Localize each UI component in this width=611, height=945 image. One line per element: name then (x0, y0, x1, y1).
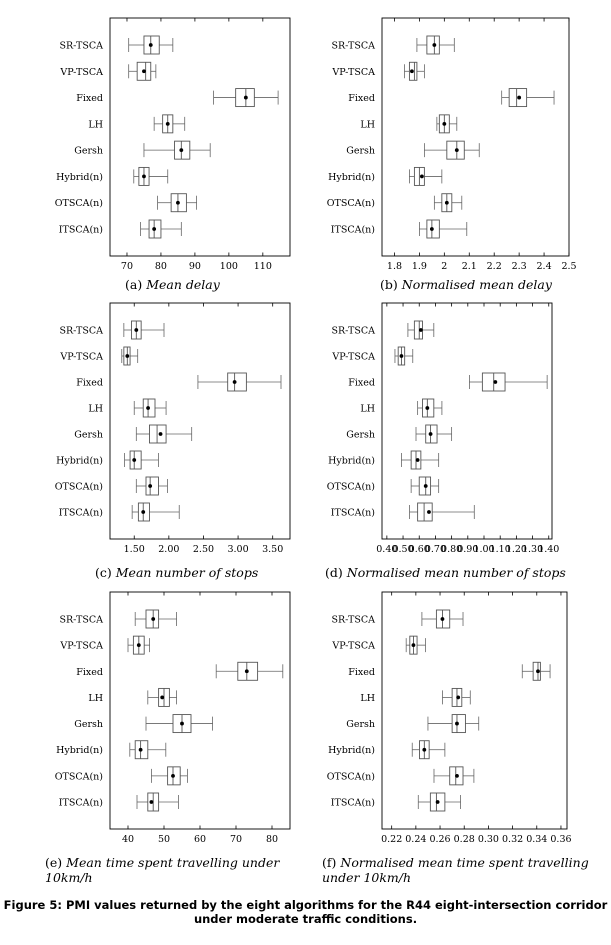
category-label: OTSCA(n) (54, 481, 103, 493)
x-tick-label: 110 (253, 261, 272, 272)
x-tick-label: 0.50 (392, 544, 414, 555)
mean-marker (416, 458, 420, 462)
mean-marker (455, 722, 459, 726)
plot-frame (382, 592, 567, 829)
panel-caption-text-c: Mean number of stops (115, 565, 259, 580)
mean-marker (233, 380, 237, 384)
category-label: Hybrid(n) (56, 171, 103, 183)
boxplot-panel-5 (55, 592, 290, 845)
category-label: Hybrid(n) (328, 171, 375, 183)
panel-caption-d (325, 565, 610, 580)
mean-marker (132, 458, 136, 462)
figure-caption: Figure 5: PMI values returned by the eight algorithms for the R44 eight-intersection corridor under moderate traffic conditions. (3, 898, 608, 926)
mean-marker (176, 201, 180, 205)
category-label: Gersh (74, 429, 103, 441)
category-label: Fixed (348, 377, 375, 389)
x-tick-label: 70 (120, 261, 134, 272)
x-tick-label: 0.26 (429, 834, 451, 845)
x-tick-label: 2.5 (561, 261, 577, 272)
mean-marker (148, 484, 152, 488)
mean-marker (441, 617, 445, 621)
x-tick-label: 0.90 (457, 544, 479, 555)
x-tick-label: 2.3 (511, 261, 527, 272)
iqr-box (146, 477, 158, 495)
x-tick-label: 2.4 (536, 261, 552, 272)
category-label: VP-TSCA (60, 351, 103, 363)
mean-marker (429, 432, 433, 436)
category-label: Fixed (76, 377, 103, 389)
category-label: Fixed (348, 93, 375, 105)
category-label: SR-TSCA (59, 325, 103, 337)
plot-frame (110, 18, 290, 256)
boxplot-panel-2 (327, 18, 577, 272)
x-tick-label: 1.10 (489, 544, 511, 555)
plot-frame (382, 18, 569, 256)
mean-marker (456, 696, 460, 700)
panel-caption-a (125, 277, 305, 292)
x-tick-label: 1.20 (505, 544, 527, 555)
mean-marker (412, 643, 416, 647)
x-tick-label: 3.50 (262, 544, 284, 555)
boxplot-panel-3 (55, 303, 290, 555)
category-label: Fixed (76, 93, 103, 105)
mean-marker (419, 328, 423, 332)
x-tick-label: 0.34 (526, 834, 548, 845)
iqr-box (228, 373, 247, 391)
mean-marker (160, 696, 164, 700)
x-tick-label: 50 (157, 834, 171, 845)
category-label: Hybrid(n) (328, 745, 375, 757)
category-label: LH (360, 403, 375, 415)
mean-marker (245, 669, 249, 673)
category-label: SR-TSCA (59, 614, 103, 626)
category-label: VP-TSCA (332, 351, 375, 363)
mean-marker (180, 722, 184, 726)
mean-marker (422, 748, 426, 752)
boxplot-panel-1 (55, 18, 290, 272)
mean-marker (424, 484, 428, 488)
panel-label-d: (d) (325, 565, 343, 580)
category-label: LH (360, 692, 375, 704)
mean-marker (166, 122, 170, 126)
mean-marker (151, 617, 155, 621)
category-label: OTSCA(n) (54, 198, 103, 210)
category-label: Gersh (74, 719, 103, 731)
mean-marker (455, 148, 459, 152)
x-tick-label: 1.40 (538, 544, 560, 555)
category-label: Gersh (346, 145, 375, 157)
category-label: Gersh (74, 145, 103, 157)
x-tick-label: 0.40 (376, 544, 398, 555)
mean-marker (142, 69, 146, 73)
category-label: Gersh (346, 719, 375, 731)
mean-marker (425, 406, 429, 410)
panel-caption-e (45, 855, 305, 885)
category-label: OTSCA(n) (326, 198, 375, 210)
mean-marker (436, 800, 440, 804)
mean-marker (442, 122, 446, 126)
category-label: LH (360, 119, 375, 131)
category-label: LH (88, 119, 103, 131)
x-tick-label: 2.1 (461, 261, 477, 272)
category-label: ITSCA(n) (330, 797, 375, 809)
category-label: Gersh (346, 429, 375, 441)
x-tick-label: 2.50 (192, 544, 215, 555)
category-label: SR-TSCA (331, 40, 375, 52)
category-label: VP-TSCA (332, 640, 375, 652)
category-label: OTSCA(n) (326, 771, 375, 783)
panel-label-c: (c) (95, 565, 112, 580)
x-tick-label: 0.60 (408, 544, 430, 555)
category-label: LH (88, 692, 103, 704)
mean-marker (149, 43, 153, 47)
mean-marker (244, 96, 248, 100)
plot-frame (110, 592, 290, 829)
boxplot-panel-6 (327, 592, 572, 845)
x-tick-label: 3.00 (227, 544, 249, 555)
category-label: SR-TSCA (331, 614, 375, 626)
mean-marker (159, 432, 163, 436)
mean-marker (146, 406, 150, 410)
category-label: SR-TSCA (59, 40, 103, 52)
category-label: Fixed (348, 666, 375, 678)
x-tick-label: 0.32 (502, 834, 524, 845)
x-tick-label: 1.8 (386, 261, 403, 272)
mean-marker (517, 96, 521, 100)
panel-caption-text-b: Normalised mean delay (401, 277, 552, 292)
x-tick-label: 0.24 (405, 834, 427, 845)
category-label: Hybrid(n) (56, 745, 103, 757)
mean-marker (134, 328, 138, 332)
x-tick-label: 2.2 (486, 261, 502, 272)
panel-label-f: (f) (322, 855, 337, 870)
panel-caption-c (95, 565, 310, 580)
x-tick-label: 100 (219, 261, 238, 272)
category-label: ITSCA(n) (330, 507, 375, 519)
mean-marker (427, 510, 431, 514)
mean-marker (455, 774, 459, 778)
x-tick-label: 1.30 (521, 544, 544, 555)
panel-caption-f (322, 855, 592, 885)
mean-marker (432, 43, 436, 47)
panel-label-e: (e) (45, 855, 63, 870)
mean-marker (150, 800, 154, 804)
category-label: VP-TSCA (60, 640, 103, 652)
x-tick-label: 0.80 (441, 544, 463, 555)
mean-marker (141, 510, 145, 514)
panel-caption-b (380, 277, 600, 292)
mean-marker (171, 774, 175, 778)
panel-caption-text-a: Mean delay (146, 277, 220, 292)
category-label: VP-TSCA (332, 66, 375, 78)
x-tick-label: 90 (188, 261, 201, 272)
x-tick-label: 0.22 (381, 834, 403, 845)
mean-marker (445, 201, 449, 205)
x-tick-label: 80 (265, 834, 279, 845)
category-label: Hybrid(n) (56, 455, 103, 467)
x-tick-label: 2 (441, 261, 448, 272)
panel-caption-text-d: Normalised mean number of stops (346, 565, 566, 580)
panel-caption-text-e: Mean time spent travelling under 10km/h (45, 855, 280, 885)
x-tick-label: 0.28 (453, 834, 475, 845)
x-tick-label: 40 (121, 834, 135, 845)
mean-marker (420, 175, 424, 179)
mean-marker (125, 354, 129, 358)
x-tick-label: 60 (193, 834, 207, 845)
category-label: LH (88, 403, 103, 415)
mean-marker (493, 380, 497, 384)
mean-marker (179, 148, 183, 152)
boxplot-panel-4 (327, 303, 560, 555)
plot-frame (382, 303, 552, 539)
mean-marker (139, 748, 143, 752)
x-tick-label: 0.70 (424, 544, 447, 555)
x-tick-label: 0.30 (477, 834, 499, 845)
category-label: SR-TSCA (331, 325, 375, 337)
category-label: Hybrid(n) (328, 455, 375, 467)
mean-marker (142, 175, 146, 179)
iqr-box (149, 425, 166, 443)
panel-caption-text-f: Normalised mean time spent travelling under 10km/h (322, 855, 589, 885)
x-tick-label: 1.9 (411, 261, 427, 272)
category-label: ITSCA(n) (58, 797, 103, 809)
x-tick-label: 1.50 (123, 544, 145, 555)
category-label: ITSCA(n) (330, 224, 375, 236)
mean-marker (137, 643, 141, 647)
x-tick-label: 2.00 (158, 544, 180, 555)
x-tick-label: 1.00 (473, 544, 495, 555)
panel-label-a: (a) (125, 277, 143, 292)
mean-marker (410, 69, 414, 73)
category-label: ITSCA(n) (58, 507, 103, 519)
category-label: OTSCA(n) (326, 481, 375, 493)
mean-marker (430, 227, 434, 231)
x-tick-label: 80 (154, 261, 167, 272)
panel-label-b: (b) (380, 277, 398, 292)
category-label: VP-TSCA (60, 66, 103, 78)
category-label: ITSCA(n) (58, 224, 103, 236)
category-label: OTSCA(n) (54, 771, 103, 783)
mean-marker (400, 354, 404, 358)
mean-marker (152, 227, 156, 231)
category-label: Fixed (76, 666, 103, 678)
mean-marker (536, 669, 540, 673)
x-tick-label: 0.36 (550, 834, 572, 845)
x-tick-label: 70 (229, 834, 243, 845)
